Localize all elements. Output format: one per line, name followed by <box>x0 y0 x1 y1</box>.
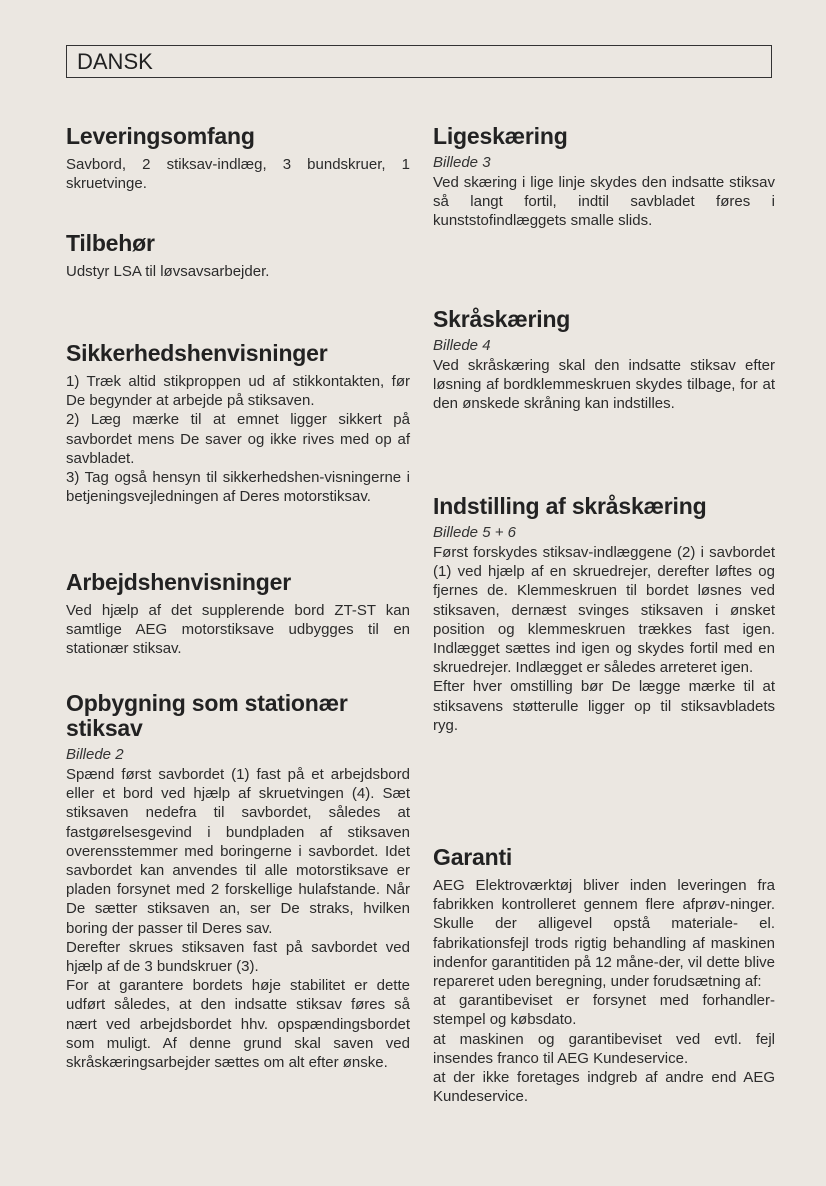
section-body: Ved skæring i lige linje skydes den indsatte stiksav så langt fortil, indtil savbladet føres i kunststofindlæggets smalle slids. <box>433 174 775 230</box>
section-title: Tilbehør <box>66 230 155 256</box>
section-body: Ved hjælp af det supplerende bord ZT-ST kan samtlige AEG motorstiksave udbygges til en stationær stiksav. <box>66 602 410 658</box>
section-accessories <box>66 231 410 281</box>
section-scope-of-delivery <box>66 124 410 193</box>
section-title: Opbygning som stationær stiksav <box>66 690 348 741</box>
section-title: Skråskæring <box>433 306 571 332</box>
paragraph: at maskinen og garantibeviset ved evtl. fejl insendes franco til AEG Kundeservice. <box>433 1030 775 1067</box>
language-header: DANSK <box>66 45 772 78</box>
section-bevel-adjustment <box>433 494 775 735</box>
section-safety <box>66 341 410 506</box>
section-title: Garanti <box>433 844 513 870</box>
section-title: Ligeskæring <box>433 123 568 149</box>
section-straight-cut <box>433 124 775 231</box>
section-title: Leveringsomfang <box>66 123 255 149</box>
section-title: Sikkerhedshenvisninger <box>66 340 328 366</box>
safety-item-3: 3) Tag også hensyn til sikkerhedshen-visningerne i betjeningsvejledningen af Deres motorstiksav. <box>66 469 410 506</box>
figure-caption: Billede 5 + 6 <box>433 524 516 541</box>
section-body: Ved skråskæring skal den indsatte stiksav efter løsning af bordklemmeskruen skydes tilbage, for at den ønskede skråning kan indstilles. <box>433 357 775 413</box>
paragraph: Først forskydes stiksav-indlæggene (2) i savbordet (1) ved hjælp af en skruedrejer, derefter løftes og fjernes de. Klemmeskruen til bordet løsnes ved stiksaven, dernæst svinges stiksaven i ønsket position og klemmeskruen trækkes fast igen. Indlægget sættes ind igen og skydes fortil med en skruedrejer. Indlægget er således arreteret igen. <box>433 544 775 677</box>
paragraph: at garantibeviset er forsynet med forhandler-stempel og købsdato. <box>433 992 775 1029</box>
figure-caption: Billede 4 <box>433 337 491 354</box>
safety-item-1: 1) Træk altid stikproppen ud af stikkontakten, før De begynder at arbejde på stiksaven. <box>66 373 410 410</box>
section-warranty <box>433 845 775 1106</box>
section-body: Udstyr LSA til løvsavsarbejder. <box>66 263 270 280</box>
section-title: Arbejdshenvisninger <box>66 569 291 595</box>
safety-item-2: 2) Læg mærke til at emnet ligger sikkert på savbordet mens De saver og ikke rives med op af savbladet. <box>66 411 410 467</box>
paragraph: at der ikke foretages indgreb af andre end AEG Kundeservice. <box>433 1069 775 1106</box>
paragraph: For at garantere bordets høje stabilitet er dette udført således, at den indsatte stiksav føres så nært ved arbejdsbordet hhv. opspændingsbordet som muligt. Af denne grund skal saven ved skråskæringsarbejder sættes om alt efter ønske. <box>66 977 410 1072</box>
figure-caption: Billede 3 <box>433 154 491 171</box>
figure-caption: Billede 2 <box>66 746 124 763</box>
section-title: Indstilling af skråskæring <box>433 493 707 519</box>
section-work-notes <box>66 570 410 659</box>
paragraph: Spænd først savbordet (1) fast på et arbejdsbord eller et bord ved hjælp af skruetvingen (4). Sæt stiksaven nedefra til savbordet, således at fastgørelsesgevind i bundpladen af stiksaven overensstemmer med boringerne i savbordet. Idet savbordet kan anvendes til alle motorstiksave er pladen forsynet med 2 forskellige hulafstande. Når De sætter stiksaven an, ser De straks, hvilken boring der passer til Deres sav. <box>66 766 410 937</box>
section-stationary-setup <box>66 691 410 1072</box>
paragraph: Efter hver omstilling bør De lægge mærke til at stiksavens støtterulle ligger op til stiksavbladets ryg. <box>433 678 775 734</box>
section-body: Savbord, 2 stiksav-indlæg, 3 bundskruer, 1 skruetvinge. <box>66 156 410 193</box>
paragraph: Derefter skrues stiksaven fast på savbordet ved hjælp af de 3 bundskruer (3). <box>66 938 410 976</box>
paragraph: AEG Elektroværktøj bliver inden leveringen fra fabrikken kontrolleret gennem flere afprøv-ninger. Skulle der alligevel opstå materiale- el. fabrikationsfejl trods rigtig behandling af maskinen indenfor garantitiden på 12 måne-der, vil dette blive repareret uden beregning, under forudsætning af: <box>433 877 775 991</box>
section-bevel-cut <box>433 307 775 414</box>
